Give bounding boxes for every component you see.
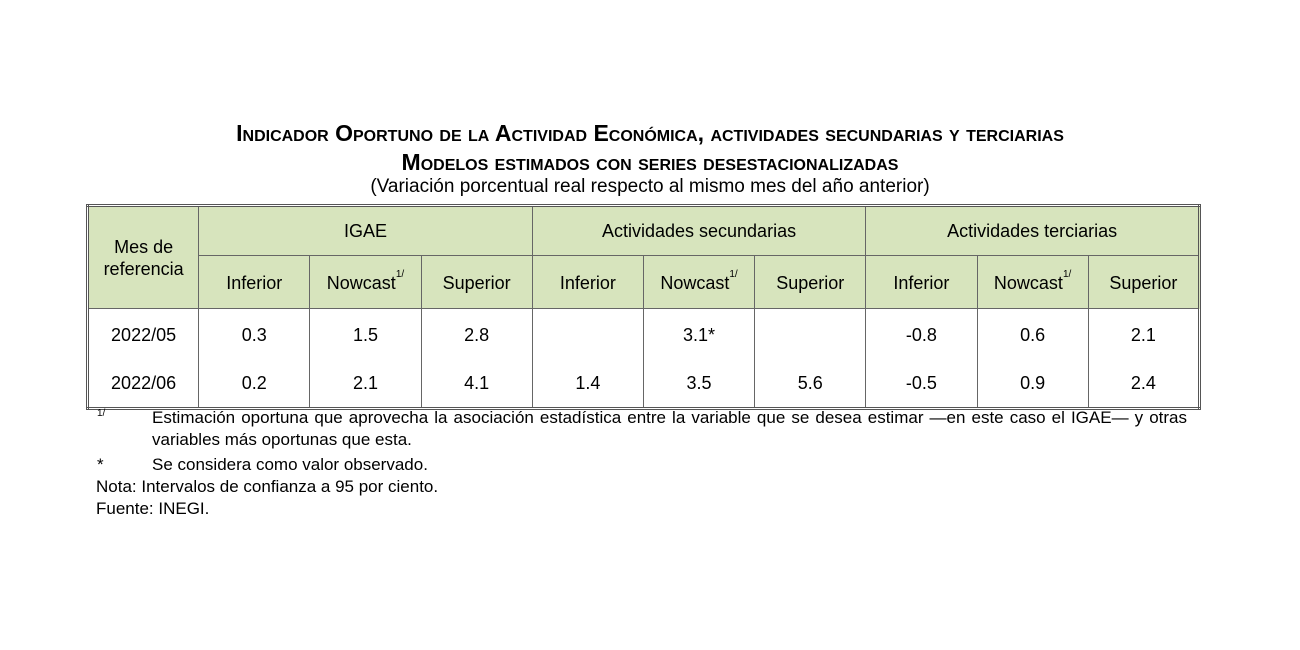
footnote-2-text: Se considera como valor observado. [152,455,428,474]
table-cell: 0.3 [199,309,310,360]
subtitle: (Variación porcentual real respecto al mismo mes del año anterior) [370,176,930,197]
table-cell: 2.1 [1088,309,1199,360]
table-cell [755,309,866,360]
fuente-line: Fuente: INEGI. [96,499,210,518]
title-block [0,118,1300,199]
table-cell: 1.4 [532,359,643,409]
table-cell: -0.8 [866,309,977,360]
footnote-2 [97,454,1187,476]
header-inferior: Inferior [866,256,977,309]
table-cell: -0.5 [866,359,977,409]
table-cell: 3.1* [643,309,754,360]
header-nowcast: Nowcast$^{1/}$ [310,256,421,309]
header-group-igae: IGAE [199,206,533,256]
header-nowcast: Nowcast$^{1/}$ [643,256,754,309]
main-title: Indicador Oportuno de la Actividad Económica, actividades secundarias y terciarias [236,120,1064,146]
header-mes-line1: Mes de [114,236,174,257]
table-cell: 1.5 [310,309,421,360]
header-inferior: Inferior [532,256,643,309]
table-cell: 0.6 [977,309,1088,360]
table-row [88,309,1200,360]
secondary-title: Modelos estimados con series desestacionalizadas [401,149,899,175]
data-table [86,204,1201,410]
header-group-secundarias: Actividades secundarias [532,206,866,256]
footnote-1 [97,407,1187,451]
table-cell: 4.1 [421,359,532,409]
table-cell: 2.1 [310,359,421,409]
table-cell: 0.9 [977,359,1088,409]
header-mes-line2: referencia [103,258,184,279]
header-row-groups [88,206,1200,256]
footnote-1-mark: 1/ [97,408,106,419]
footnote-2-mark: * [97,455,104,474]
table-cell: 2.8 [421,309,532,360]
header-inferior: Inferior [199,256,310,309]
cell-mes: 2022/05 [88,309,199,360]
table-cell: 3.5 [643,359,754,409]
header-row-sub [88,256,1200,309]
header-group-terciarias: Actividades terciarias [866,206,1200,256]
header-mes-referencia [88,206,199,309]
header-superior: Superior [1088,256,1199,309]
table-cell: 5.6 [755,359,866,409]
table-cell [532,309,643,360]
table-cell: 2.4 [1088,359,1199,409]
table-row [88,359,1200,409]
header-superior: Superior [755,256,866,309]
header-superior: Superior [421,256,532,309]
footnote-1-text: Estimación oportuna que aprovecha la asociación estadística entre la variable que se desea estimar —en este caso el IGAE— y otras variables más oportunas que esta. [152,408,1187,449]
nota-line: Nota: Intervalos de confianza a 95 por ciento. [96,477,439,496]
table-cell: 0.2 [199,359,310,409]
header-nowcast: Nowcast$^{1/}$ [977,256,1088,309]
cell-mes: 2022/06 [88,359,199,409]
footnotes [97,407,1187,520]
